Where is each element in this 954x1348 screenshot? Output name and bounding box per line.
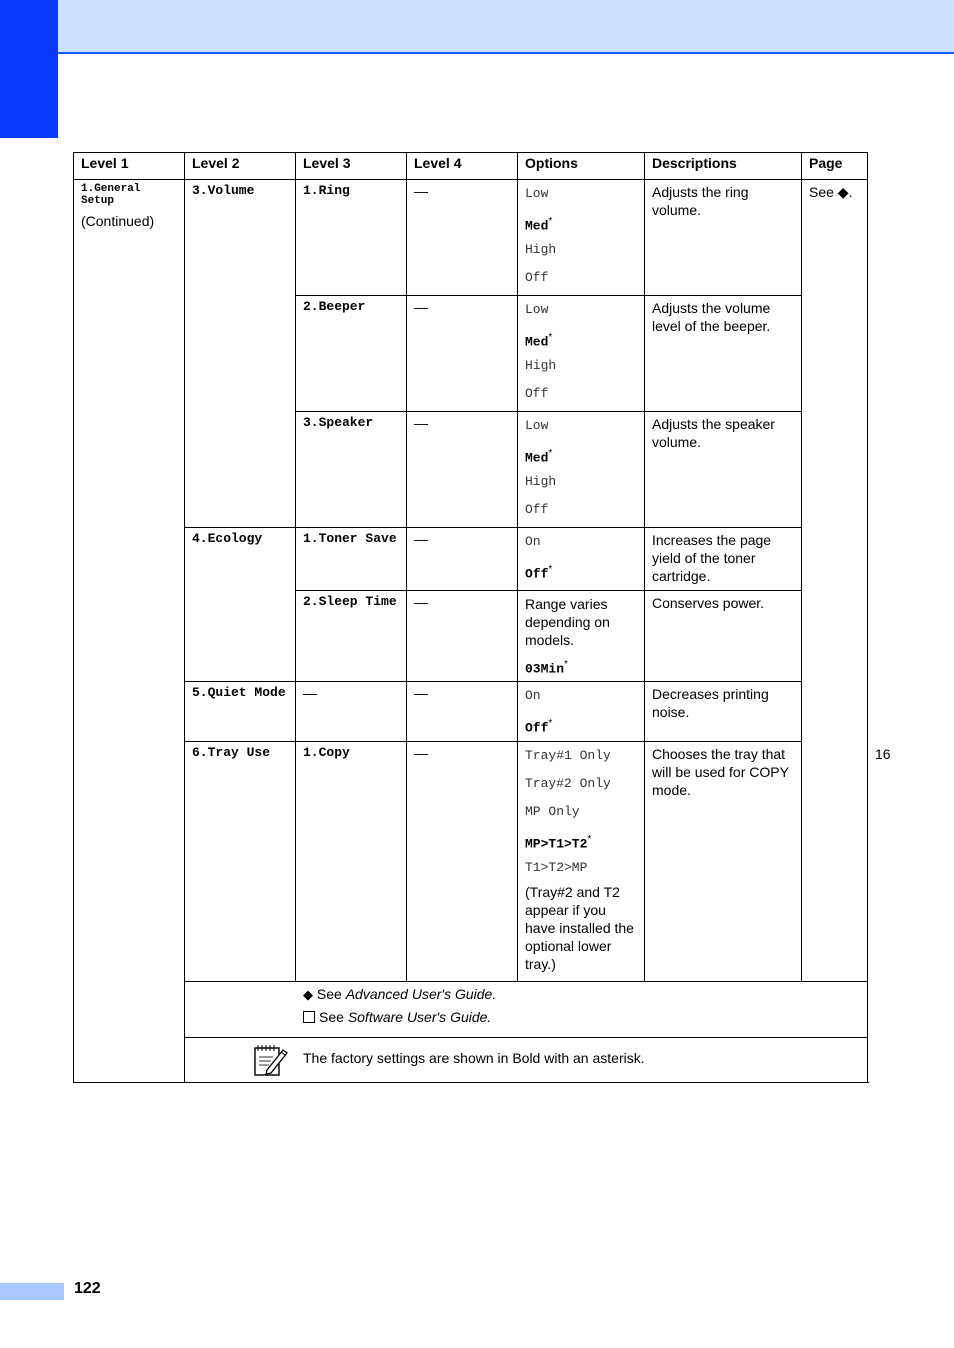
description: Decreases printing noise. (652, 686, 769, 720)
asterisk: * (564, 659, 568, 670)
level3-beeper: 2.Beeper (303, 299, 366, 314)
level1-continued: (Continued) (81, 213, 155, 229)
description: Chooses the tray that will be used for COPY mode. (652, 746, 789, 798)
advanced-guide-ref: Advanced User's Guide. (345, 986, 497, 1002)
option: Tray#2 Only (525, 776, 611, 791)
option-default: Med* (525, 332, 553, 350)
level3-copy: 1.Copy (303, 745, 350, 760)
option: Low (525, 302, 549, 317)
option-default: 03Min* (525, 659, 568, 677)
header-descriptions: Descriptions (645, 153, 802, 180)
level2-tray-use: 6.Tray Use (192, 745, 271, 760)
options-cell (518, 180, 645, 296)
option-default: Med* (525, 216, 553, 234)
level4-dash: — (414, 685, 428, 701)
option-default: MP>T1>T2* (525, 834, 592, 852)
description: Increases the page yield of the toner cartridge. (652, 532, 772, 584)
options-cell (518, 296, 645, 412)
legend-advanced (303, 985, 860, 1004)
legend-row (74, 982, 868, 1038)
option-default: Med* (525, 448, 553, 466)
table-row (74, 528, 868, 591)
level2-cell (185, 682, 296, 742)
level2-cell (185, 742, 296, 982)
option: High (525, 358, 557, 373)
legend-see: See (319, 1009, 344, 1025)
option-default: Off* (525, 718, 553, 736)
option: Off (525, 270, 549, 285)
header-page: Page (802, 153, 868, 180)
level1-cell (74, 180, 185, 1083)
software-guide-ref: Software User's Guide. (347, 1009, 492, 1025)
header-band (58, 0, 954, 54)
option-default: Off* (525, 564, 553, 582)
option: MP Only (525, 804, 580, 819)
level2-quiet-mode: 5.Quiet Mode (192, 685, 286, 700)
header-level4: Level 4 (407, 153, 518, 180)
option: Low (525, 186, 549, 201)
note-text: The factory settings are shown in Bold with an asterisk. (303, 1050, 645, 1066)
table-row (74, 180, 868, 296)
level3-toner-save: 1.Toner Save (303, 531, 397, 546)
level3-speaker: 3.Speaker (303, 415, 374, 430)
options-cell (518, 682, 645, 742)
menu-table (73, 152, 891, 1083)
option-tray-note: (Tray#2 and T2 appear if you have installed the optional lower tray.) (525, 884, 634, 972)
level4-dash: — (414, 745, 428, 761)
option-range-note: Range varies depending on models. (525, 596, 610, 648)
legend-software (303, 1008, 860, 1026)
option: Off (525, 386, 549, 401)
level4-dash: — (414, 531, 428, 547)
level3-ring: 1.Ring (303, 183, 350, 198)
chapter-tab (0, 0, 58, 138)
asterisk: * (548, 448, 553, 459)
option: High (525, 242, 557, 257)
description: Conserves power. (652, 595, 765, 611)
asterisk: * (548, 718, 553, 729)
header-level3: Level 3 (296, 153, 407, 180)
asterisk: * (587, 834, 592, 845)
option: On (525, 688, 541, 703)
option: Tray#1 Only (525, 748, 611, 763)
options-cell (518, 591, 645, 682)
option: Off (525, 502, 549, 517)
table-header-row (74, 153, 868, 180)
asterisk: * (548, 332, 553, 343)
header-level1: Level 1 (74, 153, 185, 180)
level2-cell (185, 180, 296, 528)
legend-see: See (316, 986, 342, 1002)
header-options: Options (518, 153, 645, 180)
square-icon (303, 1011, 315, 1023)
page-ref: See ◆. (809, 184, 853, 200)
note-pencil-icon (253, 1044, 289, 1078)
level1-name: 1.General Setup (81, 183, 141, 207)
options-cell (518, 528, 645, 591)
option: Low (525, 418, 549, 433)
options-cell (518, 742, 645, 982)
asterisk: * (548, 216, 553, 227)
note-row (74, 1038, 868, 1083)
level2-cell (185, 528, 296, 682)
description: Adjusts the ring volume. (652, 184, 749, 218)
table-row: 6.Tray Use 1.Copy — Tray#1 Only Tray#2 Only MP Only MP>T1>T2* T1>T2>MP (Tray#2 and T2 appear if you have installed the optional lower tray.) Chooses the tray that will be used for COPY mode. 16 (74, 742, 868, 982)
level4-dash: — (414, 299, 428, 315)
header-level2: Level 2 (185, 153, 296, 180)
level4-dash: — (414, 415, 428, 431)
table-row (74, 682, 868, 742)
page-cell (802, 180, 868, 982)
level2-volume: 3.Volume (192, 183, 255, 198)
option: High (525, 474, 557, 489)
option: T1>T2>MP (525, 860, 588, 875)
options-cell (518, 412, 645, 528)
level2-ecology: 4.Ecology (192, 531, 263, 546)
option: On (525, 534, 541, 549)
description: Adjusts the speaker volume. (652, 416, 775, 450)
diamond-icon: ◆ (303, 987, 313, 1002)
level4-dash: — (414, 183, 428, 199)
level3-dash: — (303, 685, 317, 701)
page-number-tab (0, 1283, 64, 1300)
asterisk: * (548, 564, 553, 575)
level4-dash: — (414, 594, 428, 610)
page-number: 122 (74, 1280, 101, 1297)
description: Adjusts the volume level of the beeper. (652, 300, 771, 334)
level3-sleep-time: 2.Sleep Time (303, 594, 397, 609)
